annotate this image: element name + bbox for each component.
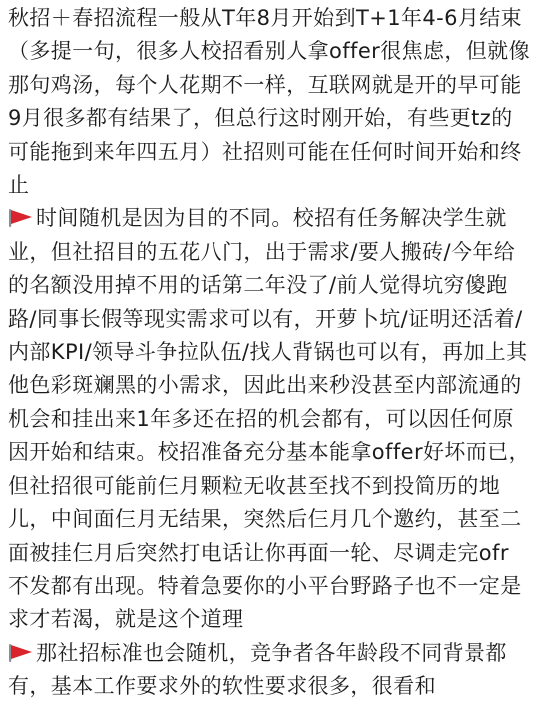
paragraph-recruitment-timeline xyxy=(8,2,530,202)
paragraph-random-timing xyxy=(8,202,530,636)
red-flag-icon xyxy=(8,208,34,228)
paragraph-text: 时间随机是因为目的不同。校招有任务解决学生就业，但社招目的五花八门，出于需求/要人搬砖/今年给的名额没用掉不用的话第二年没了/前人觉得坑穷傻跑路/同事长假等现实需求可以有，开萝卜坑/证明还活着/内部KPI/领导斗争拉队伍/找人背锅也可以有，再加上其他色彩斑斓黑的小需求，因此出来秒没甚至内部流通的机会和挂出来1年多还在招的机会都有，可以因任何原因开始和结束。校招准备充分基本能拿offer好坏而已，但社招很可能前仨月颗粒无收甚至找不到投简历的地儿，中间面仨月无结果，突然后仨月几个邀约，甚至二面被挂仨月后突然打电话让你再面一轮、尽调走完ofr不发都有出现。特着急要你的小平台野路子也不一定是求才若渴，就是这个道理 xyxy=(8,206,530,632)
document-body xyxy=(8,2,530,704)
paragraph-text: 那社招标准也会随机，竞争者各年龄段不同背景都有，基本工作要求外的软性要求很多，很看和 xyxy=(8,640,507,699)
paragraph-random-standards xyxy=(8,637,530,704)
paragraph-text: 秋招＋春招流程一般从T年8月开始到T+1年4-6月结束（多提一句，很多人校招看别人拿offer很焦虑，但就像那句鸡汤，每个人花期不一样，互联网就是开的早可能9月很多都有结果了，但总行这时刚开始，有些更tz的可能拖到来年四五月）社招则可能在任何时间开始和终止 xyxy=(8,6,530,198)
red-flag-icon xyxy=(8,643,34,663)
